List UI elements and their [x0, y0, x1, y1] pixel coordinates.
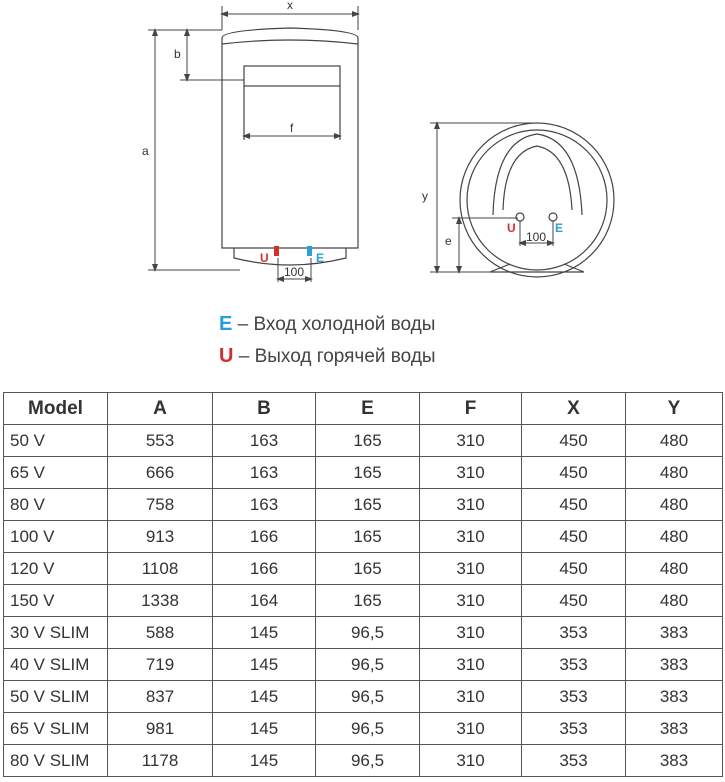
legend-cold-text: – Вход холодной воды [232, 314, 436, 335]
dim-x-label: x [287, 0, 293, 12]
table-cell: 96,5 [316, 713, 420, 745]
table-cell: 383 [626, 649, 723, 681]
table-row [4, 425, 723, 457]
table-cell-model: 120 V [4, 553, 108, 585]
table-row [4, 457, 723, 489]
hot-marker-front: U [260, 251, 269, 265]
table-cell: 450 [522, 553, 626, 585]
water-heater-diagram [0, 0, 725, 300]
dim-a-label: a [142, 144, 149, 158]
table-row [4, 489, 723, 521]
table-cell: 353 [522, 713, 626, 745]
table-cell: 310 [420, 553, 522, 585]
tank-body [222, 28, 358, 248]
dim-b-label: b [174, 47, 181, 61]
table-cell: 383 [626, 745, 723, 777]
table-row [4, 745, 723, 777]
cold-marker-front: E [316, 251, 325, 265]
dim-f-label: f [290, 121, 294, 135]
table-cell: 165 [316, 457, 420, 489]
table-cell: 480 [626, 585, 723, 617]
pipe-cold-side [549, 213, 557, 221]
table-row [4, 521, 723, 553]
table-cell-model: 65 V SLIM [4, 713, 108, 745]
front-view [222, 28, 358, 265]
legend-cold-letter: E [219, 313, 233, 335]
header-b: B [213, 393, 316, 425]
table-cell: 450 [522, 521, 626, 553]
table-cell: 163 [213, 489, 316, 521]
tank-top-cap [222, 40, 358, 44]
tank-bottom-cap [234, 248, 346, 265]
table-cell-model: 50 V SLIM [4, 681, 108, 713]
table-cell: 480 [626, 489, 723, 521]
display-panel [244, 66, 340, 86]
table-cell: 310 [420, 617, 522, 649]
table-cell: 165 [316, 425, 420, 457]
table-cell: 913 [108, 521, 213, 553]
table-cell: 553 [108, 425, 213, 457]
table-cell: 145 [213, 649, 316, 681]
table-cell: 165 [316, 553, 420, 585]
pipe-hot-side [516, 213, 524, 221]
connection-legend [219, 308, 436, 372]
header-x: X [522, 393, 626, 425]
table-cell: 981 [108, 713, 213, 745]
table-cell: 353 [522, 649, 626, 681]
dim-e-label: e [445, 234, 452, 248]
table-cell: 145 [213, 745, 316, 777]
table-cell: 310 [420, 681, 522, 713]
legend-hot-text: – Выход горячей воды [233, 346, 436, 367]
table-cell: 96,5 [316, 617, 420, 649]
table-cell: 96,5 [316, 649, 420, 681]
table-cell: 480 [626, 425, 723, 457]
legend-hot-letter: U [219, 345, 234, 367]
table-cell: 166 [213, 553, 316, 585]
table-cell-model: 30 V SLIM [4, 617, 108, 649]
legend-cold-row [219, 308, 436, 340]
table-cell: 719 [108, 649, 213, 681]
table-cell: 450 [522, 425, 626, 457]
header-y: Y [626, 393, 723, 425]
table-cell: 145 [213, 713, 316, 745]
table-cell: 837 [108, 681, 213, 713]
table-cell: 163 [213, 457, 316, 489]
table-cell: 1338 [108, 585, 213, 617]
table-header-row [4, 393, 723, 425]
table-cell: 310 [420, 713, 522, 745]
hot-marker-side: U [507, 221, 516, 235]
table-cell: 310 [420, 489, 522, 521]
table-cell: 96,5 [316, 745, 420, 777]
table-cell: 480 [626, 553, 723, 585]
table-cell: 164 [213, 585, 316, 617]
table-cell: 383 [626, 713, 723, 745]
table-cell: 353 [522, 745, 626, 777]
table-cell-model: 50 V [4, 425, 108, 457]
table-cell: 1178 [108, 745, 213, 777]
header-model: Model [4, 393, 108, 425]
table-cell-model: 65 V [4, 457, 108, 489]
table-cell-model: 150 V [4, 585, 108, 617]
table-row [4, 585, 723, 617]
table-cell: 310 [420, 649, 522, 681]
table-cell-model: 100 V [4, 521, 108, 553]
table-cell: 450 [522, 489, 626, 521]
dim-y-label: y [422, 189, 428, 203]
table-row [4, 617, 723, 649]
table-cell: 163 [213, 425, 316, 457]
table-cell-model: 80 V SLIM [4, 745, 108, 777]
cold-inlet-pipe-front [307, 246, 312, 256]
legend-hot-row [219, 340, 436, 372]
table-cell: 310 [420, 585, 522, 617]
table-cell: 480 [626, 457, 723, 489]
table-row [4, 681, 723, 713]
side-dimensions [430, 123, 553, 272]
table-cell: 96,5 [316, 681, 420, 713]
header-a: A [108, 393, 213, 425]
table-cell: 165 [316, 585, 420, 617]
table-cell: 588 [108, 617, 213, 649]
table-cell: 310 [420, 521, 522, 553]
table-cell-model: 80 V [4, 489, 108, 521]
table-cell: 310 [420, 457, 522, 489]
table-cell: 450 [522, 457, 626, 489]
table-cell: 666 [108, 457, 213, 489]
table-cell: 166 [213, 521, 316, 553]
table-cell: 383 [626, 681, 723, 713]
table-cell: 310 [420, 425, 522, 457]
table-cell: 1108 [108, 553, 213, 585]
table-cell: 145 [213, 617, 316, 649]
table-body [4, 425, 723, 777]
table-cell: 165 [316, 489, 420, 521]
table-cell: 310 [420, 745, 522, 777]
table-cell: 480 [626, 521, 723, 553]
table-cell: 353 [522, 681, 626, 713]
table-row [4, 713, 723, 745]
table-cell: 450 [522, 585, 626, 617]
table-cell-model: 40 V SLIM [4, 649, 108, 681]
header-e: E [316, 393, 420, 425]
table-cell: 145 [213, 681, 316, 713]
table-cell: 383 [626, 617, 723, 649]
dim-100-front-label: 100 [284, 265, 305, 279]
table-cell: 353 [522, 617, 626, 649]
dim-100-side-label: 100 [526, 230, 547, 244]
header-f: F [420, 393, 522, 425]
cold-marker-side: E [555, 221, 564, 235]
hot-outlet-pipe-front [274, 246, 279, 256]
table-row [4, 553, 723, 585]
table-row [4, 649, 723, 681]
table-cell: 165 [316, 521, 420, 553]
tank-circle-inner [467, 130, 607, 270]
side-view [460, 123, 614, 277]
dimensions-table [3, 392, 723, 777]
table-cell: 758 [108, 489, 213, 521]
stand-base [490, 264, 584, 272]
